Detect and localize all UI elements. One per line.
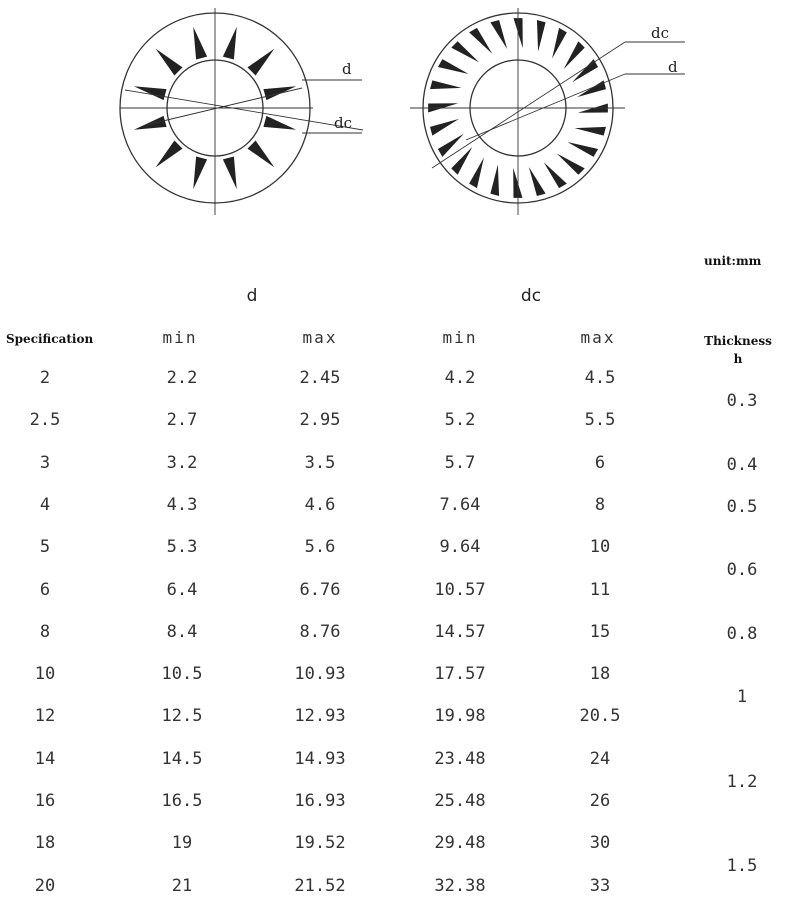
external-tooth (557, 154, 585, 175)
cell-dc-max: 10 (589, 537, 611, 558)
cell-dc-min: 32.38 (434, 875, 486, 896)
cell-d-max: 19.52 (294, 833, 346, 854)
cell-d-max: 6.76 (299, 579, 341, 600)
cell-spec: 20 (34, 875, 56, 896)
external-tooth (544, 162, 567, 188)
external-tooth (537, 20, 546, 51)
cell-thickness: 0.4 (726, 454, 758, 475)
cell-spec: 14 (34, 748, 56, 769)
cell-dc-min: 4.2 (444, 368, 476, 388)
cell-dc-max: 26 (589, 791, 611, 811)
cell-spec: 18 (34, 833, 56, 854)
cell-spec: 4 (39, 494, 51, 515)
cell-d-max: 2.95 (299, 410, 341, 431)
cell-d-max: 21.52 (294, 875, 346, 896)
d-min-header: min (162, 328, 198, 347)
cell-d-max: 12.93 (294, 706, 346, 727)
right-d-label: d (668, 58, 678, 76)
cell-dc-min: 29.48 (434, 833, 486, 854)
cell-spec: 16 (34, 791, 56, 811)
internal-tooth (193, 27, 207, 60)
cell-dc-max: 6 (594, 452, 606, 473)
cell-dc-max: 11 (589, 579, 611, 600)
internal-tooth (134, 116, 167, 130)
internal-tooth (156, 49, 183, 76)
internal-tooth (223, 156, 237, 189)
cell-dc-min: 25.48 (434, 791, 486, 811)
external-tooth (451, 41, 479, 62)
external-tooth (430, 80, 461, 89)
cell-d-min: 3.2 (166, 452, 198, 473)
external-tooth (430, 119, 459, 136)
cell-d-min: 2.7 (166, 410, 198, 431)
cell-spec: 6 (39, 579, 51, 600)
cell-thickness: 1 (736, 687, 748, 708)
cell-d-max: 3.5 (304, 452, 336, 473)
cell-d-max: 16.93 (294, 791, 346, 811)
cell-dc-min: 7.64 (439, 494, 481, 515)
cell-dc-min: 23.48 (434, 748, 486, 769)
cell-d-min: 12.5 (161, 706, 203, 727)
cell-thickness: 0.6 (726, 560, 758, 581)
external-tooth (438, 134, 464, 157)
washer-drawing (0, 0, 800, 240)
cell-d-min: 4.3 (166, 494, 198, 515)
thickness-header-label: Thickness (704, 334, 772, 348)
cell-spec: 5 (39, 537, 51, 558)
cell-thickness: 0.3 (726, 391, 758, 412)
cell-dc-min: 5.2 (444, 410, 476, 431)
external-tooth (529, 167, 546, 196)
external-tooth (438, 59, 469, 74)
dc-group-header: dc (520, 286, 542, 306)
cell-dc-max: 33 (589, 875, 611, 896)
cell-dc-max: 5.5 (584, 410, 616, 431)
external-tooth (490, 165, 499, 196)
internal-tooth (223, 27, 237, 60)
internal-tooth (248, 49, 275, 76)
cell-d-min: 19 (171, 833, 193, 854)
cell-dc-max: 18 (589, 664, 611, 685)
external-tooth (451, 147, 472, 175)
left-dc-label: dc (334, 114, 353, 132)
internal-tooth (248, 141, 275, 168)
external-tooth-washer-view (410, 8, 685, 215)
specification-header: Specification (6, 332, 94, 346)
cell-d-max: 4.6 (304, 494, 336, 515)
cell-dc-max: 20.5 (579, 706, 621, 727)
cell-dc-max: 30 (589, 833, 611, 854)
cell-dc-min: 5.7 (444, 452, 476, 473)
thickness-header (700, 332, 776, 368)
right-dc-label: dc (651, 24, 670, 42)
cell-d-min: 5.3 (166, 537, 198, 558)
left-d-label: d (342, 60, 352, 78)
cell-thickness: 0.8 (726, 623, 758, 644)
external-tooth (469, 157, 484, 188)
cell-dc-min: 19.98 (434, 706, 486, 727)
cell-dc-min: 14.57 (434, 621, 486, 642)
cell-spec: 2 (39, 368, 51, 388)
cell-spec: 2.5 (29, 410, 61, 431)
cell-d-min: 6.4 (166, 579, 198, 600)
cell-d-max: 5.6 (304, 537, 336, 558)
dc-max-header: max (580, 328, 616, 347)
cell-d-max: 14.93 (294, 748, 346, 769)
cell-dc-min: 9.64 (439, 537, 481, 558)
d-group-header: d (246, 286, 258, 306)
internal-tooth (156, 141, 183, 168)
cell-dc-min: 10.57 (434, 579, 486, 600)
cell-d-min: 8.4 (166, 621, 198, 642)
external-tooth (469, 28, 492, 54)
cell-thickness: 1.5 (726, 856, 758, 877)
internal-tooth (193, 156, 207, 189)
cell-d-min: 16.5 (161, 791, 203, 811)
external-tooth (575, 127, 606, 136)
cell-d-max: 2.45 (299, 368, 341, 388)
cell-spec: 8 (39, 621, 51, 642)
external-tooth (490, 20, 507, 49)
cell-d-min: 14.5 (161, 748, 203, 769)
internal-tooth (134, 86, 167, 100)
cell-d-min: 10.5 (161, 664, 203, 685)
internal-tooth-washer-view (120, 8, 363, 215)
cell-dc-min: 17.57 (434, 664, 486, 685)
cell-d-max: 8.76 (299, 621, 341, 642)
d-max-header: max (302, 328, 338, 347)
cell-spec: 3 (39, 452, 51, 473)
external-tooth (577, 80, 606, 97)
cell-dc-max: 15 (589, 621, 611, 642)
cell-thickness: 1.2 (726, 771, 758, 792)
thickness-header-symbol: h (733, 352, 743, 366)
cell-dc-max: 4.5 (584, 368, 616, 388)
cell-d-max: 10.93 (294, 664, 346, 685)
external-tooth (564, 41, 585, 69)
cell-d-min: 2.2 (166, 368, 198, 388)
unit-label: unit:mm (704, 254, 762, 268)
cell-dc-max: 8 (594, 494, 606, 515)
cell-dc-max: 24 (589, 748, 611, 769)
cell-thickness: 0.5 (726, 496, 758, 517)
dc-min-header: min (442, 328, 478, 347)
cell-d-min: 21 (171, 875, 193, 896)
cell-spec: 10 (34, 664, 56, 685)
cell-spec: 12 (34, 706, 56, 727)
external-tooth (567, 142, 598, 157)
external-tooth (552, 28, 567, 59)
